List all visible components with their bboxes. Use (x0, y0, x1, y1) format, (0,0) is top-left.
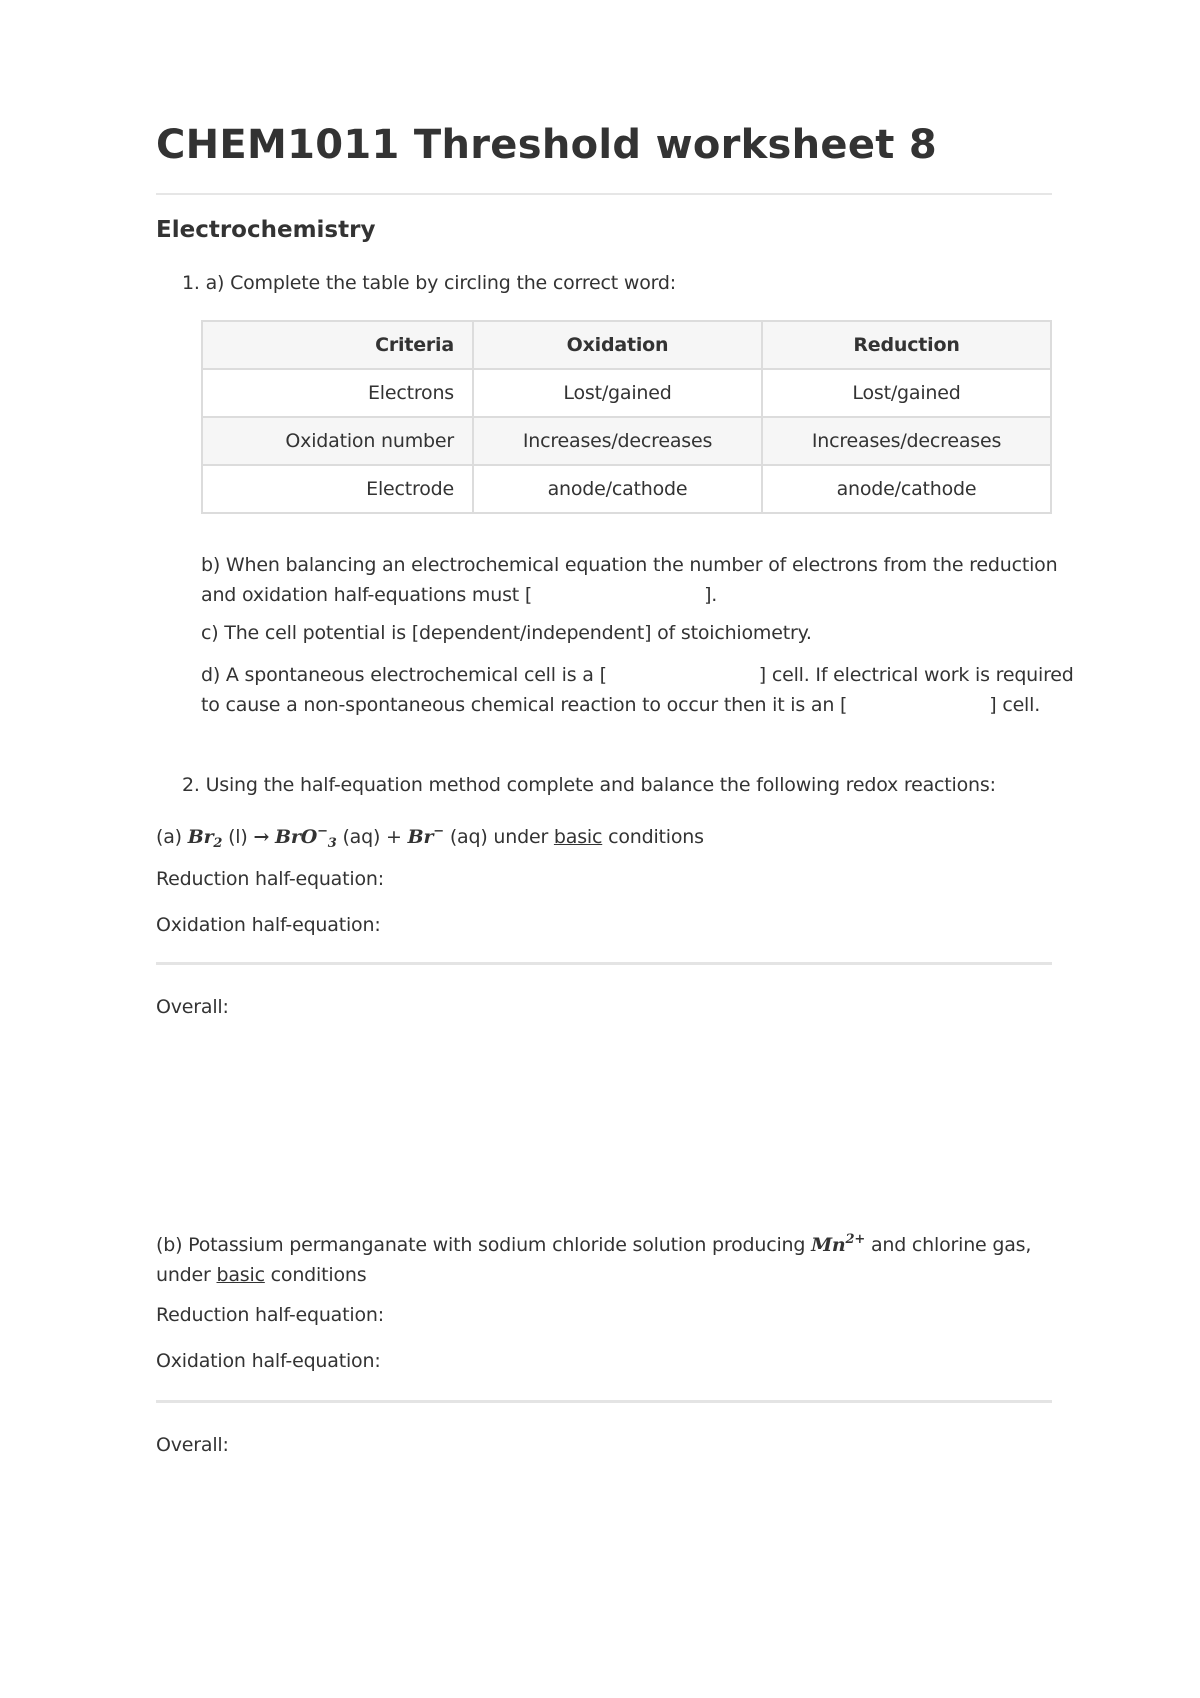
question-1b-line1: b) When balancing an electrochemical equation the number of electrons from the reduction (201, 554, 1058, 576)
table-cell: Electrons (202, 369, 473, 417)
text: under (156, 1264, 211, 1286)
underlined-text: basic (553, 826, 603, 848)
state-label: (aq) (449, 826, 488, 848)
formula-text: Br (187, 826, 214, 848)
text: and chlorine gas, (870, 1234, 1032, 1256)
title-divider (156, 193, 1052, 195)
subscript: 3 (327, 836, 337, 851)
table-cell: Oxidation number (202, 417, 473, 465)
state-label: (l) (228, 826, 248, 848)
table-cell: Increases/decreases (762, 417, 1051, 465)
state-label: (aq) + (342, 826, 402, 848)
formula-text: BrO (275, 826, 318, 848)
reaction-a-oxidation-label: Oxidation half-equation: (156, 914, 381, 936)
text: ]. (704, 584, 718, 606)
superscript: 2+ (845, 1232, 866, 1247)
part-label: (a) (156, 826, 182, 848)
table-row (202, 417, 1051, 465)
reaction-b-description (156, 1225, 1031, 1290)
divider (156, 1400, 1052, 1403)
reaction-a-equation (156, 817, 704, 859)
text: under (493, 826, 549, 848)
text: conditions (270, 1264, 367, 1286)
text: d) A spontaneous electrochemical cell is a [ (201, 664, 607, 686)
formula-text: Br (407, 826, 434, 848)
table-header-row (202, 321, 1051, 369)
table-row (202, 369, 1051, 417)
text: ] cell. If electrical work is required (758, 664, 1074, 686)
column-header: Reduction (762, 321, 1051, 369)
formula-text: Mn (811, 1234, 846, 1256)
text: (b) Potassium permanganate with sodium chloride solution producing (156, 1234, 806, 1256)
text: and oxidation half-equations must [ (201, 584, 533, 606)
question-1d-line1 (201, 660, 1074, 690)
reaction-arrow: → (253, 826, 270, 848)
formula-bro3 (275, 824, 337, 851)
formula-mn-ion (811, 1234, 865, 1256)
question-1d-line2 (201, 690, 1074, 720)
table-cell: anode/cathode (762, 465, 1051, 513)
question-1a-prompt: 1. a) Complete the table by circling the correct word: (182, 272, 676, 294)
reaction-b-overall-label: Overall: (156, 1434, 229, 1456)
reaction-b-reduction-label: Reduction half-equation: (156, 1304, 384, 1326)
formula-br2 (187, 826, 223, 851)
table-row (202, 465, 1051, 513)
reaction-a-reduction-label: Reduction half-equation: (156, 868, 384, 890)
table-cell: anode/cathode (473, 465, 762, 513)
section-heading: Electrochemistry (156, 217, 376, 243)
reaction-b-line1 (156, 1225, 1031, 1260)
question-1b (201, 550, 1057, 610)
table-cell: Increases/decreases (473, 417, 762, 465)
criteria-table (201, 320, 1052, 514)
question-1d (201, 660, 1074, 720)
page-title: CHEM1011 Threshold worksheet 8 (156, 122, 938, 168)
question-1b-line2 (201, 580, 1057, 610)
column-header: Criteria (202, 321, 473, 369)
superscript: − (433, 824, 444, 839)
column-header: Oxidation (473, 321, 762, 369)
text: to cause a non-spontaneous chemical reaction to occur then it is an [ (201, 694, 848, 716)
text: ] cell. (989, 694, 1041, 716)
formula-br-ion (408, 826, 444, 848)
question-2-prompt: 2. Using the half-equation method complete and balance the following redox reactions: (182, 774, 996, 796)
reaction-b-oxidation-label: Oxidation half-equation: (156, 1350, 381, 1372)
text: conditions (608, 826, 704, 848)
table-cell: Electrode (202, 465, 473, 513)
underlined-text: basic (216, 1264, 265, 1286)
reaction-b-line2 (156, 1260, 1031, 1290)
superscript: − (317, 824, 328, 839)
reaction-a-overall-label: Overall: (156, 996, 229, 1018)
table-cell: Lost/gained (473, 369, 762, 417)
question-1c: c) The cell potential is [dependent/independent] of stoichiometry. (201, 622, 812, 644)
table-cell: Lost/gained (762, 369, 1051, 417)
divider (156, 962, 1052, 965)
subscript: 2 (213, 836, 223, 851)
